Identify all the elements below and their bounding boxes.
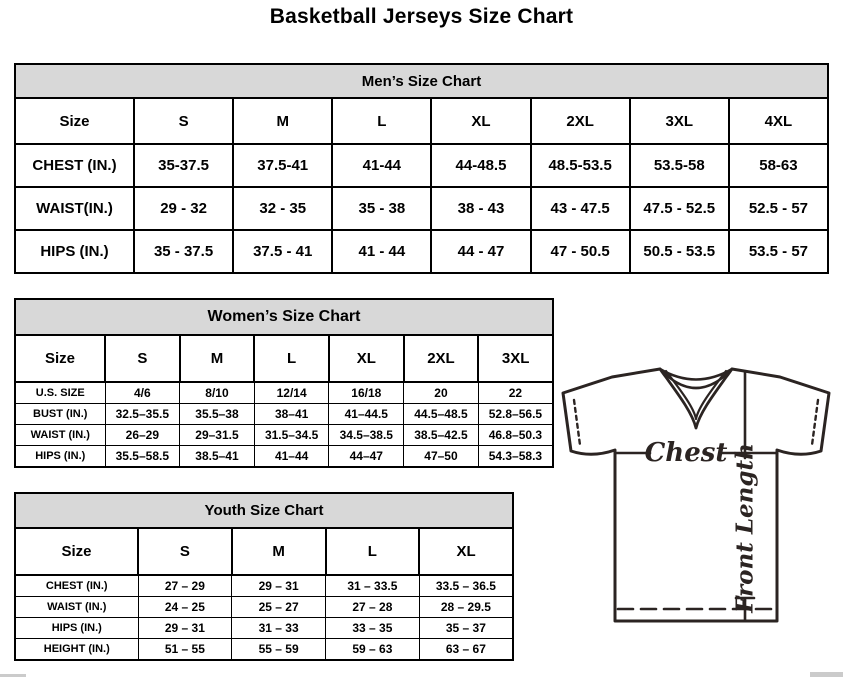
womens-cell: 35.5–38	[180, 404, 255, 425]
womens-col-header: M	[180, 335, 255, 382]
womens-table-header-row	[15, 335, 553, 382]
mens-col-header: S	[134, 98, 233, 144]
youth-row-label: HIPS (IN.)	[15, 618, 138, 639]
womens-col-header: L	[254, 335, 329, 382]
mens-col-header: 2XL	[531, 98, 630, 144]
womens-cell: 52.8–56.5	[478, 404, 553, 425]
mens-cell: 43 - 47.5	[531, 187, 630, 230]
mens-cell: 32 - 35	[233, 187, 332, 230]
table-row	[15, 446, 553, 468]
table-row	[15, 597, 513, 618]
womens-cell: 41–44.5	[329, 404, 404, 425]
womens-cell: 20	[404, 382, 479, 404]
mens-cell: 35-37.5	[134, 144, 233, 187]
youth-table-title: Youth Size Chart	[15, 493, 513, 528]
womens-col-header: XL	[329, 335, 404, 382]
vneck-inner-line	[666, 371, 726, 419]
womens-cell: 16/18	[329, 382, 404, 404]
youth-cell: 29 – 31	[138, 618, 232, 639]
womens-cell: 38.5–41	[180, 446, 255, 468]
mens-col-header: Size	[15, 98, 134, 144]
mens-cell: 41 - 44	[332, 230, 431, 273]
womens-cell: 31.5–34.5	[254, 425, 329, 446]
youth-cell: 28 – 29.5	[419, 597, 513, 618]
mens-cell: 58-63	[729, 144, 828, 187]
youth-col-header: S	[138, 528, 232, 575]
table-row	[15, 618, 513, 639]
youth-cell: 27 – 28	[326, 597, 420, 618]
chest-label: Chest	[644, 438, 728, 468]
youth-cell: 31 – 33	[232, 618, 326, 639]
mens-table-header-row	[15, 98, 828, 144]
table-row	[15, 144, 828, 187]
womens-col-header: 3XL	[478, 335, 553, 382]
womens-row-label: BUST (IN.)	[15, 404, 105, 425]
youth-cell: 63 – 67	[419, 639, 513, 661]
mens-cell: 53.5-58	[630, 144, 729, 187]
youth-cell: 25 – 27	[232, 597, 326, 618]
youth-col-header: Size	[15, 528, 138, 575]
table-row	[15, 575, 513, 597]
youth-cell: 51 – 55	[138, 639, 232, 661]
youth-row-label: WAIST (IN.)	[15, 597, 138, 618]
mens-cell: 44-48.5	[431, 144, 530, 187]
mens-cell: 53.5 - 57	[729, 230, 828, 273]
womens-cell: 44.5–48.5	[404, 404, 479, 425]
youth-col-header: M	[232, 528, 326, 575]
womens-cell: 26–29	[105, 425, 180, 446]
mens-cell: 41-44	[332, 144, 431, 187]
table-row	[15, 425, 553, 446]
jersey-measurement-diagram	[552, 362, 843, 630]
table-row	[15, 382, 553, 404]
youth-cell: 27 – 29	[138, 575, 232, 597]
youth-cell: 31 – 33.5	[326, 575, 420, 597]
page-title: Basketball Jerseys Size Chart	[269, 5, 574, 28]
womens-cell: 4/6	[105, 382, 180, 404]
mens-cell: 48.5-53.5	[531, 144, 630, 187]
youth-cell: 33.5 – 36.5	[419, 575, 513, 597]
horizontal-scrollbar-fragment[interactable]	[0, 674, 26, 677]
mens-cell: 44 - 47	[431, 230, 530, 273]
mens-row-label: WAIST(IN.)	[15, 187, 134, 230]
womens-cell: 34.5–38.5	[329, 425, 404, 446]
womens-table-title: Women’s Size Chart	[15, 299, 553, 335]
mens-table-title-row	[15, 64, 828, 98]
mens-cell: 47 - 50.5	[531, 230, 630, 273]
youth-col-header: L	[326, 528, 420, 575]
mens-row-label: HIPS (IN.)	[15, 230, 134, 273]
youth-col-header: XL	[419, 528, 513, 575]
womens-cell: 47–50	[404, 446, 479, 468]
jersey-outline	[563, 369, 829, 621]
jersey-diagram-svg	[552, 362, 843, 630]
mens-cell: 35 - 37.5	[134, 230, 233, 273]
womens-size-chart-table	[14, 298, 554, 468]
youth-table-header-row	[15, 528, 513, 575]
mens-size-chart-table	[14, 63, 829, 274]
table-row	[15, 639, 513, 661]
horizontal-scrollbar-fragment[interactable]	[810, 672, 843, 677]
womens-col-header: Size	[15, 335, 105, 382]
table-row	[15, 187, 828, 230]
youth-row-label: CHEST (IN.)	[15, 575, 138, 597]
mens-row-label: CHEST (IN.)	[15, 144, 134, 187]
mens-col-header: M	[233, 98, 332, 144]
youth-cell: 29 – 31	[232, 575, 326, 597]
youth-table-title-row	[15, 493, 513, 528]
table-row	[15, 404, 553, 425]
youth-cell: 55 – 59	[232, 639, 326, 661]
youth-cell: 33 – 35	[326, 618, 420, 639]
mens-cell: 29 - 32	[134, 187, 233, 230]
mens-cell: 47.5 - 52.5	[630, 187, 729, 230]
mens-cell: 37.5-41	[233, 144, 332, 187]
womens-col-header: S	[105, 335, 180, 382]
youth-size-chart-table	[14, 492, 514, 661]
youth-row-label: HEIGHT (IN.)	[15, 639, 138, 661]
womens-cell: 41–44	[254, 446, 329, 468]
womens-cell: 38.5–42.5	[404, 425, 479, 446]
womens-row-label: WAIST (IN.)	[15, 425, 105, 446]
womens-cell: 54.3–58.3	[478, 446, 553, 468]
womens-cell: 8/10	[180, 382, 255, 404]
womens-cell: 32.5–35.5	[105, 404, 180, 425]
mens-col-header: 3XL	[630, 98, 729, 144]
mens-col-header: XL	[431, 98, 530, 144]
mens-cell: 50.5 - 53.5	[630, 230, 729, 273]
womens-cell: 12/14	[254, 382, 329, 404]
womens-cell: 35.5–58.5	[105, 446, 180, 468]
womens-cell: 29–31.5	[180, 425, 255, 446]
womens-cell: 46.8–50.3	[478, 425, 553, 446]
womens-cell: 22	[478, 382, 553, 404]
mens-cell: 37.5 - 41	[233, 230, 332, 273]
womens-row-label: U.S. SIZE	[15, 382, 105, 404]
youth-cell: 24 – 25	[138, 597, 232, 618]
mens-cell: 35 - 38	[332, 187, 431, 230]
mens-col-header: 4XL	[729, 98, 828, 144]
mens-table-title: Men’s Size Chart	[15, 64, 828, 98]
womens-table-title-row	[15, 299, 553, 335]
youth-cell: 35 – 37	[419, 618, 513, 639]
womens-cell: 44–47	[329, 446, 404, 468]
womens-row-label: HIPS (IN.)	[15, 446, 105, 468]
mens-col-header: L	[332, 98, 431, 144]
front-length-label: Front Length	[731, 443, 759, 613]
mens-cell: 38 - 43	[431, 187, 530, 230]
mens-cell: 52.5 - 57	[729, 187, 828, 230]
youth-cell: 59 – 63	[326, 639, 420, 661]
womens-col-header: 2XL	[404, 335, 479, 382]
womens-cell: 38–41	[254, 404, 329, 425]
table-row	[15, 230, 828, 273]
